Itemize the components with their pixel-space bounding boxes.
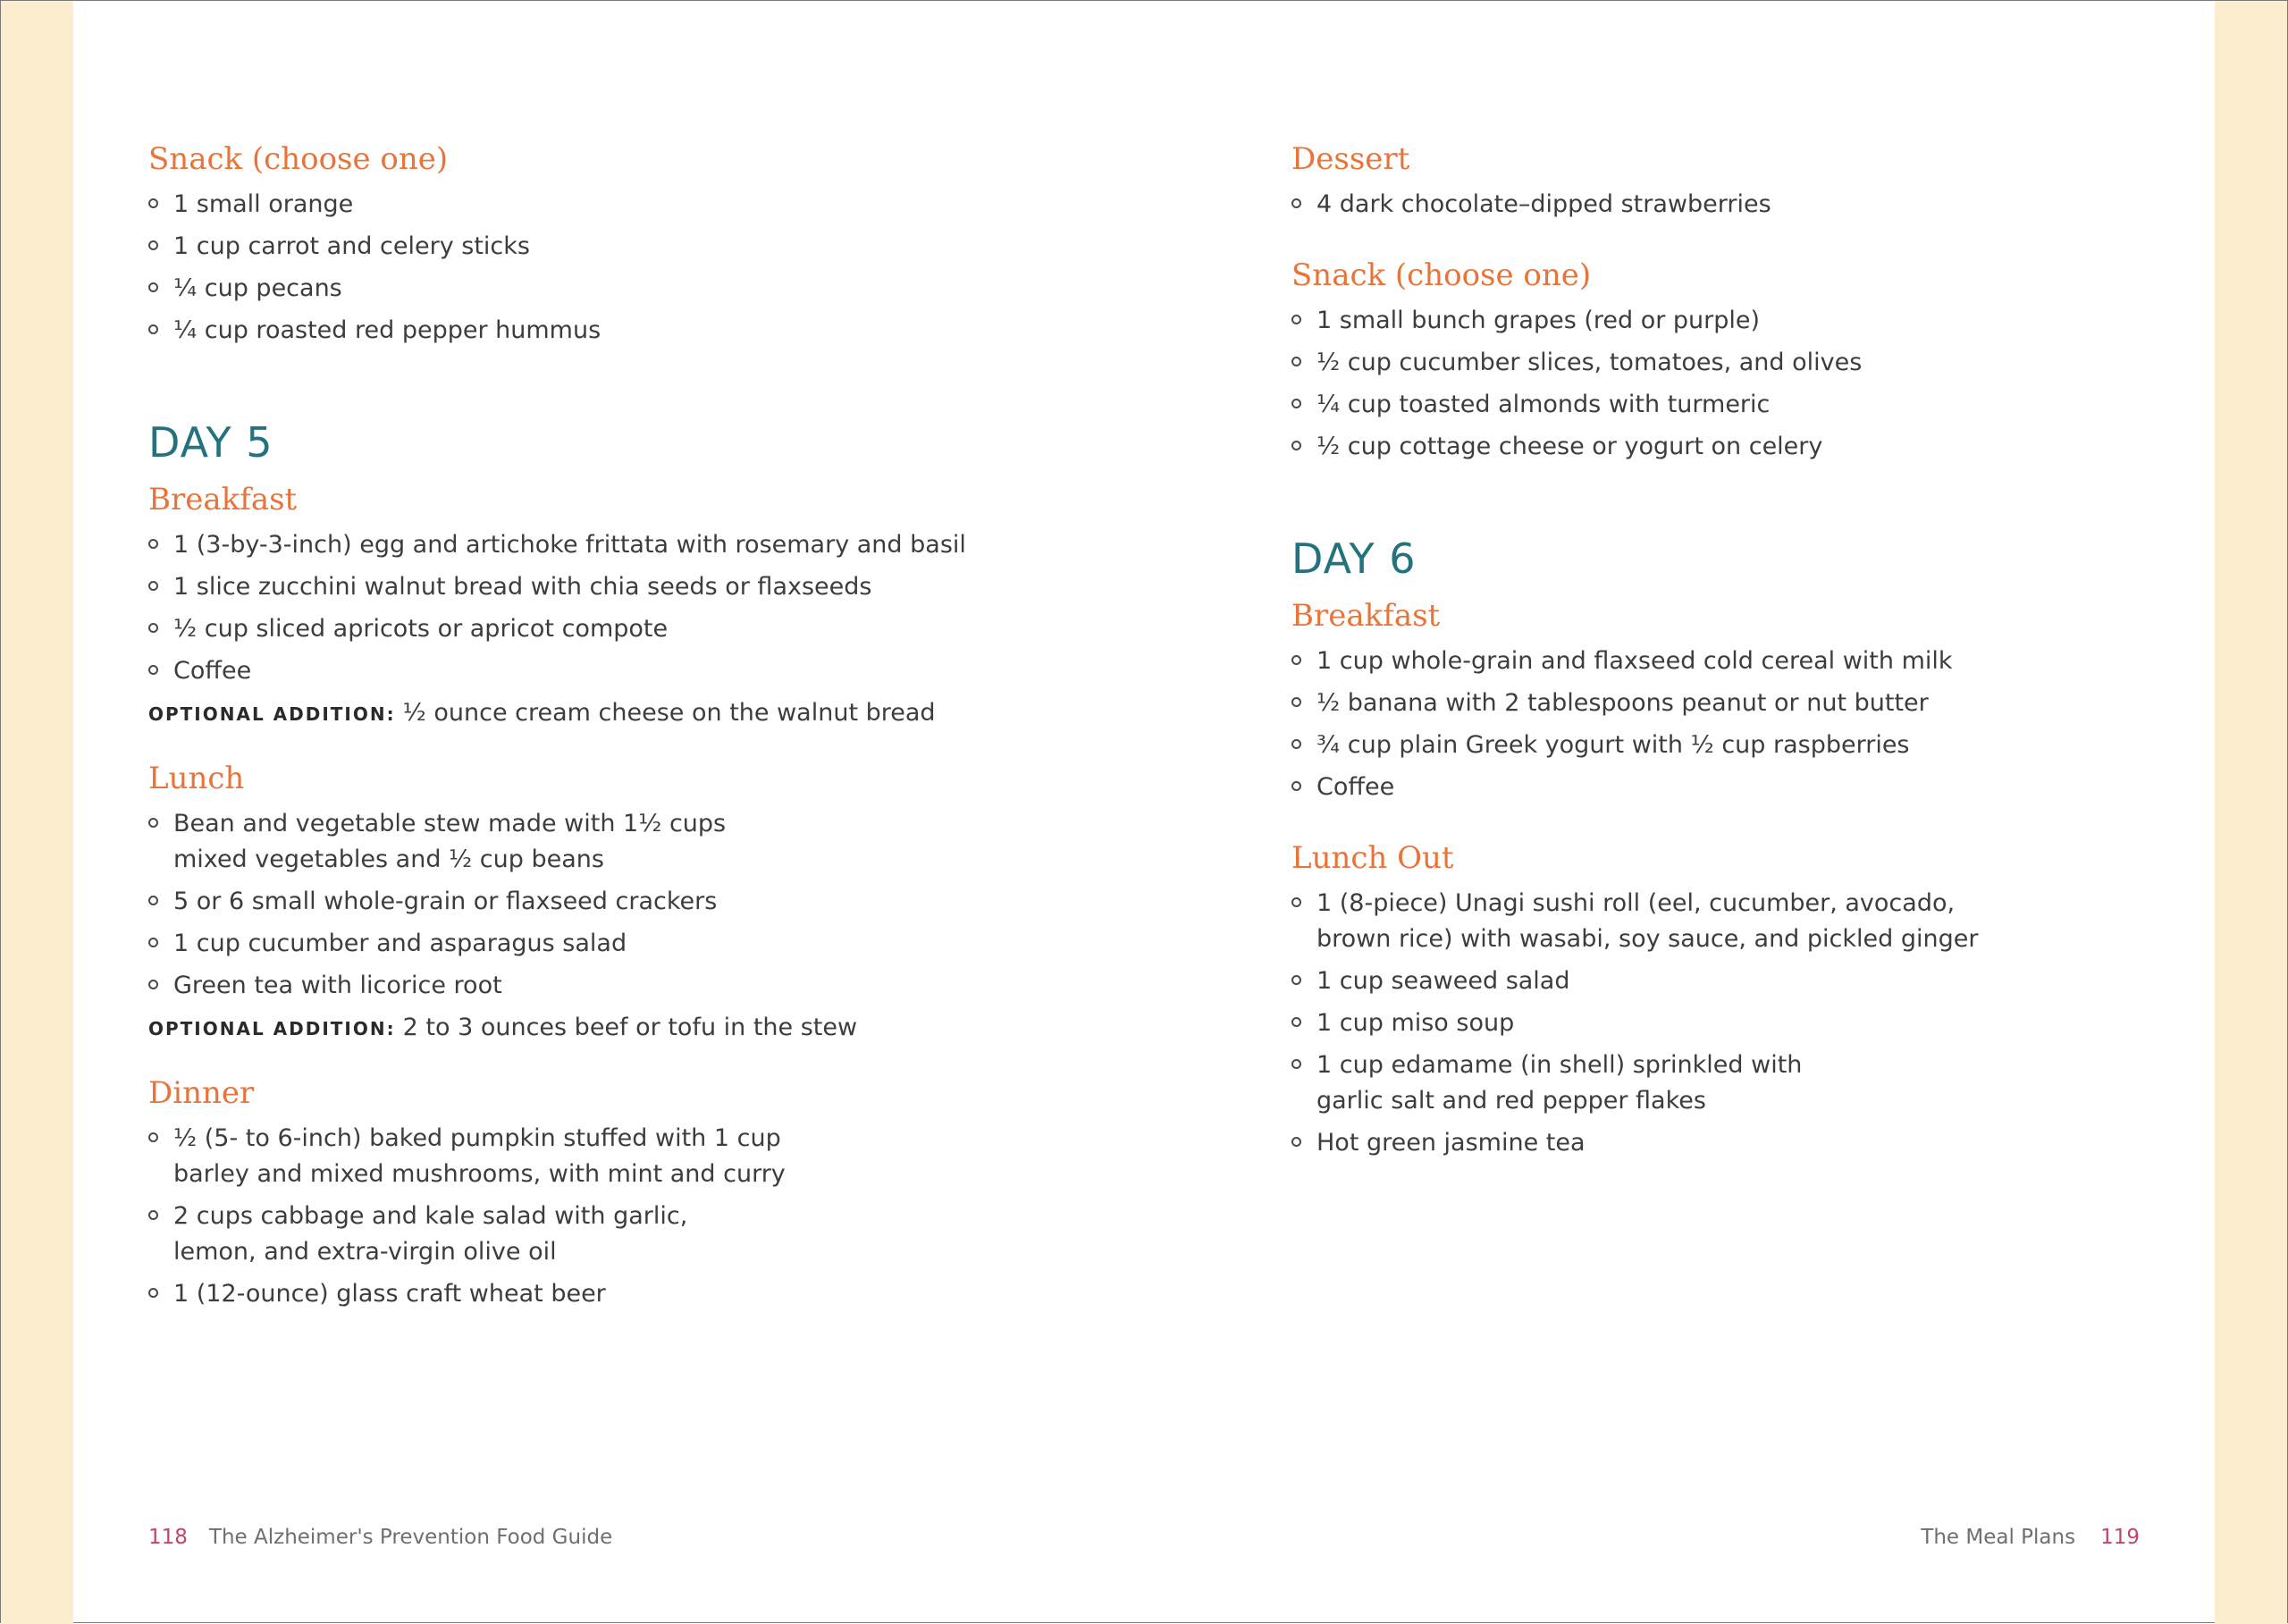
dinner-heading: Dinner (148, 1075, 255, 1111)
list-item-text: Coffee (173, 657, 252, 685)
list-item-text: 4 dark chocolate–dipped strawberries (1316, 190, 1771, 218)
breakfast-heading: Breakfast (1291, 598, 1441, 634)
bullet-circle-icon (1291, 975, 1301, 985)
list-item-text: ¼ cup pecans (173, 274, 342, 302)
list-item-text: Hot green jasmine tea (1316, 1129, 1586, 1157)
list-item (1291, 770, 2288, 805)
snack-list (148, 187, 1221, 349)
bullet-circle-icon (1291, 739, 1301, 749)
breakfast-optional-addition (148, 695, 1221, 732)
list-item (1291, 963, 2288, 999)
bullet-circle-icon (148, 324, 158, 334)
bullet-circle-icon (148, 665, 158, 675)
chapter-title: The Meal Plans (1921, 1526, 2076, 1549)
snack-heading: Snack (choose one) (1291, 257, 1592, 293)
list-item (1291, 886, 2288, 957)
breakfast-heading: Breakfast (148, 482, 298, 517)
list-item (1291, 187, 2288, 223)
bullet-circle-icon (148, 1132, 158, 1142)
list-item-text: 1 small bunch grapes (red or purple) (1316, 307, 1761, 334)
list-item-text: Green tea with licorice root (173, 972, 502, 999)
list-item (148, 968, 1221, 1004)
bullet-circle-icon (148, 539, 158, 549)
bullet-circle-icon (148, 896, 158, 905)
list-item (148, 1276, 1221, 1312)
list-item-text: 1 cup carrot and celery sticks (173, 232, 530, 260)
list-item-text: 1 (12-ounce) glass craft wheat beer (173, 1280, 606, 1308)
list-item (1291, 429, 2288, 465)
lunch-optional-addition (148, 1010, 1221, 1047)
list-item-text: 1 cup cucumber and asparagus salad (173, 930, 627, 957)
list-item (1291, 686, 2288, 721)
list-item (148, 271, 1221, 307)
list-item (148, 313, 1221, 349)
list-item-text: ¼ cup toasted almonds with turmeric (1316, 391, 1771, 418)
list-item (148, 926, 1221, 962)
list-item-text: ½ cup sliced apricots or apricot compote (173, 615, 669, 643)
list-item-text: 1 (8-piece) Unagi sushi roll (eel, cucumber, avocado, brown rice) with wasabi, soy sauce, and pickled ginger (1316, 889, 1979, 953)
list-item (1291, 1125, 2288, 1161)
footer-right (1921, 1526, 2140, 1549)
list-item (1291, 644, 2288, 679)
list-item (1291, 1048, 2288, 1119)
dessert-list (1291, 187, 2288, 223)
list-item-text: 5 or 6 small whole-grain or flaxseed crackers (173, 888, 718, 915)
list-item-text: ½ (5- to 6-inch) baked pumpkin stuffed with 1 cup barley and mixed mushrooms, with mint and curry (173, 1124, 786, 1188)
bullet-circle-icon (1291, 1017, 1301, 1027)
list-item (148, 884, 1221, 920)
bullet-circle-icon (148, 980, 158, 989)
list-item (148, 229, 1221, 265)
list-item-text: 1 cup edamame (in shell) sprinkled with garlic salt and red pepper flakes (1316, 1051, 1803, 1115)
list-item (1291, 345, 2288, 381)
bullet-circle-icon (1291, 315, 1301, 324)
list-item (148, 806, 1221, 878)
list-item-text: ¾ cup plain Greek yogurt with ½ cup raspberries (1316, 731, 1910, 759)
list-item-text: ¼ cup roasted red pepper hummus (173, 316, 601, 344)
list-item (148, 527, 1221, 563)
optional-addition-text: ½ ounce cream cheese on the walnut bread (402, 699, 936, 727)
bullet-circle-icon (148, 1210, 158, 1220)
snack-list (1291, 303, 2288, 465)
bullet-circle-icon (1291, 1059, 1301, 1069)
bullet-circle-icon (1291, 655, 1301, 665)
bullet-circle-icon (148, 198, 158, 208)
list-item-text: 1 small orange (173, 190, 354, 218)
optional-addition-text: 2 to 3 ounces beef or tofu in the stew (402, 1014, 858, 1041)
book-title: The Alzheimer's Prevention Food Guide (208, 1526, 613, 1549)
list-item-text: 1 slice zucchini walnut bread with chia seeds or flaxseeds (173, 573, 872, 601)
lunch-list (148, 806, 1221, 1004)
lunch-out-list (1291, 886, 2288, 1161)
footer-left (148, 1526, 612, 1549)
breakfast-list (148, 527, 1221, 689)
list-item (148, 1199, 1221, 1270)
list-item-text: ½ cup cottage cheese or yogurt on celery (1316, 433, 1823, 460)
right-page-content (1291, 139, 2288, 1167)
bullet-circle-icon (1291, 198, 1301, 208)
list-item-text: ½ banana with 2 tablespoons peanut or nut butter (1316, 689, 1929, 717)
dessert-heading: Dessert (1291, 141, 1410, 177)
list-item (148, 187, 1221, 223)
day-6-title: DAY 6 (1291, 534, 1417, 583)
list-item-text: 1 cup seaweed salad (1316, 967, 1570, 995)
bullet-circle-icon (148, 282, 158, 292)
breakfast-list (1291, 644, 2288, 805)
snack-heading: Snack (choose one) (148, 141, 449, 177)
bullet-circle-icon (1291, 399, 1301, 408)
day-5-title: DAY 5 (148, 418, 273, 467)
list-item-text: 1 cup whole-grain and flaxseed cold cereal with milk (1316, 647, 1953, 675)
list-item-text: ½ cup cucumber slices, tomatoes, and olives (1316, 349, 1863, 376)
dinner-list (148, 1121, 1221, 1312)
list-item-text: 2 cups cabbage and kale salad with garlic, lemon, and extra-virgin olive oil (173, 1202, 688, 1266)
list-item (148, 569, 1221, 605)
bullet-circle-icon (1291, 697, 1301, 707)
list-item (1291, 387, 2288, 423)
list-item-text: Bean and vegetable stew made with 1½ cups mixed vegetables and ½ cup beans (173, 810, 727, 873)
list-item-text: 1 (3-by-3-inch) egg and artichoke frittata with rosemary and basil (173, 531, 966, 559)
bullet-circle-icon (148, 240, 158, 250)
bullet-circle-icon (1291, 357, 1301, 366)
bullet-circle-icon (1291, 441, 1301, 450)
lunch-heading: Lunch (148, 761, 245, 796)
list-item-text: Coffee (1316, 773, 1395, 801)
optional-addition-label: OPTIONAL ADDITION: (148, 1018, 396, 1039)
bullet-circle-icon (1291, 781, 1301, 791)
bullet-circle-icon (148, 938, 158, 947)
optional-addition-label: OPTIONAL ADDITION: (148, 703, 396, 725)
bullet-circle-icon (148, 1288, 158, 1298)
list-item (148, 653, 1221, 689)
bullet-circle-icon (1291, 1137, 1301, 1147)
bullet-circle-icon (148, 623, 158, 633)
list-item (1291, 303, 2288, 339)
list-item (1291, 728, 2288, 763)
list-item-text: 1 cup miso soup (1316, 1009, 1515, 1037)
list-item (1291, 1006, 2288, 1041)
left-page-content (148, 139, 1221, 1318)
page-number: 118 (148, 1526, 188, 1549)
lunch-out-heading: Lunch Out (1291, 840, 1454, 876)
bullet-circle-icon (1291, 897, 1301, 907)
bullet-circle-icon (148, 581, 158, 591)
bullet-circle-icon (148, 818, 158, 828)
page-number: 119 (2100, 1526, 2140, 1549)
list-item (148, 611, 1221, 647)
list-item (148, 1121, 1221, 1192)
left-margin-strip (1, 1, 73, 1624)
